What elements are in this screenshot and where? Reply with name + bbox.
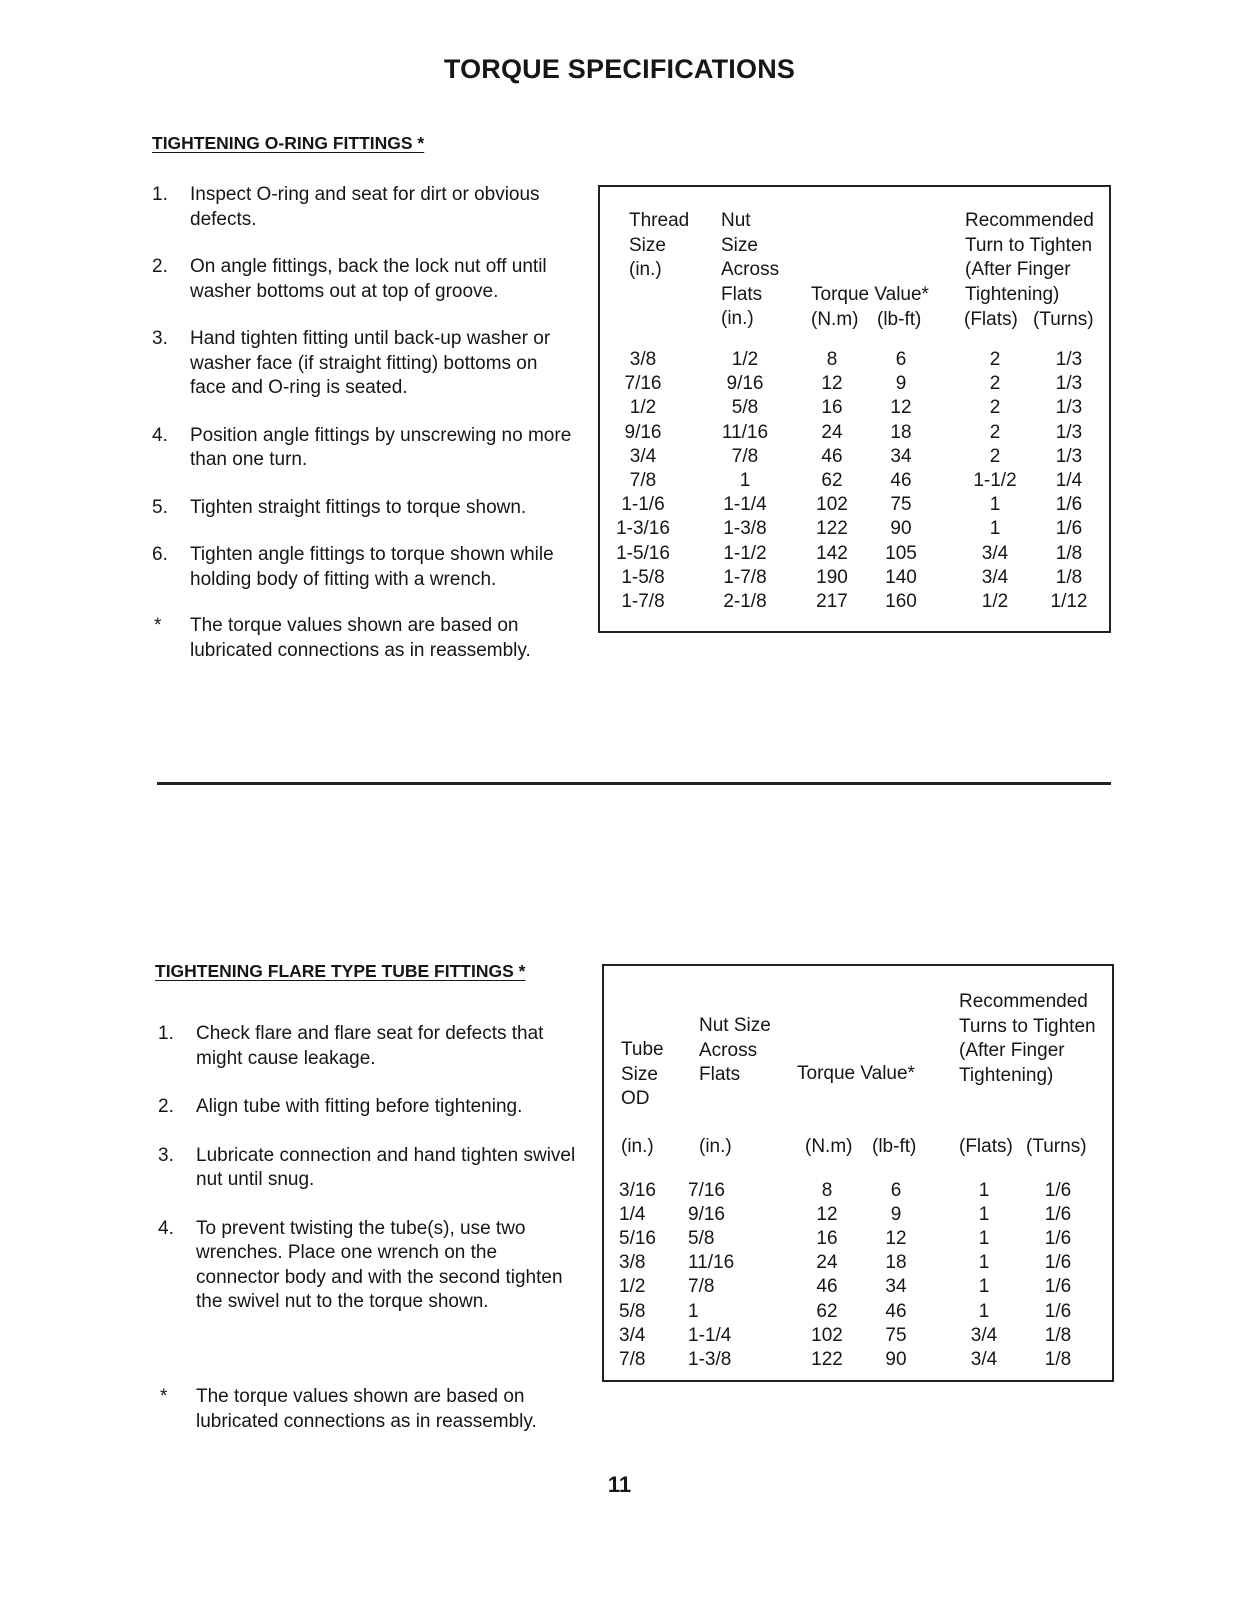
table-cell: 1-5/16 [616,542,670,564]
table-cell: 9 [890,1204,902,1226]
table-cell: 8 [821,1180,833,1201]
table-cell: 1 [978,1300,990,1322]
header-nm: (N.m) [811,309,859,330]
table-cell: 1-1/2 [973,470,1017,491]
header-turns: (Turns) [1033,309,1094,330]
table-cell: 1-3/16 [616,518,670,540]
table-cell: 190 [816,566,848,588]
header-turns: (Turns) [1026,1136,1087,1157]
table-cell: 5/16 [619,1228,656,1250]
table-cell: 3/4 [981,566,1009,588]
table-cell: 1/6 [1044,1276,1072,1298]
table-cell: 1 [989,494,1001,516]
table-cell: 7/8 [619,1348,646,1370]
table-cell: 11/16 [688,1252,735,1274]
table-cell: 1/6 [1044,1252,1072,1274]
table-cell: 160 [885,591,917,612]
table-cell: 3/4 [970,1348,998,1370]
header-in-nut: (in.) [699,1136,732,1157]
table-cell: 1-1/4 [688,1324,732,1346]
flare-note: * The torque values shown are based on lubricated connections as in reassembly. [160,1386,537,1432]
flare-step: 3. Lubricate connection and hand tighten swivel nut until snug. [158,1144,576,1190]
page-number: 11 [607,1472,632,1497]
table-row [604,1324,1112,1348]
header-flats: (Flats) [959,1136,1013,1157]
table-cell: 1/3 [1055,373,1083,395]
table-cell: 6 [895,349,907,370]
table-cell: 2 [989,397,1001,419]
table-cell: 1-3/8 [688,1348,732,1370]
table-cell: 7/16 [624,373,662,395]
table-row [600,421,1109,445]
table-cell: 3/4 [629,445,657,467]
oring-step: 2. On angle fittings, back the lock nut off until washer bottoms out at top of groove. [152,256,547,302]
table-cell: 122 [816,518,848,540]
table-cell: 3/8 [629,349,657,370]
oring-step: 5. Tighten straight fittings to torque shown. [152,496,527,518]
table-row [604,1348,1112,1372]
table-row [604,1203,1112,1227]
header-flats: (Flats) [964,309,1018,330]
table-row [600,348,1109,372]
table-cell: 90 [885,1348,907,1370]
asterisk-marker: * [160,1386,168,1407]
table-cell: 16 [821,397,843,419]
table-cell: 3/16 [619,1180,656,1201]
table-cell: 7/8 [731,445,759,467]
table-cell: 3/4 [970,1324,998,1346]
table-cell: 1/12 [1050,591,1088,612]
table-row [600,396,1109,420]
table-cell: 62 [816,1300,838,1322]
table-row [600,542,1109,566]
table-cell: 62 [821,470,843,491]
table-cell: 2 [989,373,1001,395]
table-cell: 102 [816,494,848,516]
table-cell: 3/4 [619,1324,646,1346]
header-nut: Nut Size Across Flats (in.) [721,210,780,329]
table-cell: 1/6 [1055,518,1083,540]
table-cell: 1 [978,1252,990,1274]
table-cell: 7/16 [688,1180,725,1201]
header-torque: Torque Value* [797,1063,915,1084]
table-cell: 1 [978,1204,990,1226]
table-cell: 34 [885,1276,907,1298]
table-cell: 1/6 [1044,1180,1072,1201]
table-row [604,1300,1112,1324]
table-cell: 75 [885,1324,907,1346]
table-cell: 9 [895,373,907,395]
table-cell: 12 [821,373,843,395]
table-row [600,493,1109,517]
table-cell: 7/8 [629,470,657,491]
table-cell: 1/6 [1044,1228,1072,1250]
table-cell: 2 [989,349,1001,370]
table-row [600,469,1109,493]
table-cell: 105 [885,542,917,564]
table-cell: 18 [885,1252,907,1274]
table-cell: 1/2 [629,397,657,419]
table-cell: 9/16 [726,373,764,395]
table-cell: 5/8 [688,1228,715,1250]
table-cell: 1/3 [1055,397,1083,419]
table-cell: 5/8 [731,397,759,419]
table-cell: 1-1/6 [621,494,665,516]
table-cell: 90 [890,518,912,540]
asterisk-marker: * [154,615,162,636]
table-row [604,1251,1112,1275]
table-row [604,1275,1112,1299]
table-cell: 1/4 [619,1204,646,1226]
table-cell: 1/3 [1055,421,1083,443]
table-cell: 46 [816,1276,838,1298]
table-cell: 3/4 [981,542,1009,564]
page-title: TORQUE SPECIFICATIONS [443,54,796,84]
header-lbft: (lb-ft) [872,1136,917,1157]
table-cell: 46 [885,1300,907,1322]
oring-steps [152,183,572,592]
flare-step: 1. Check flare and flare seat for defects that might cause leakage. [158,1023,544,1069]
table-cell: 1/3 [1055,349,1083,370]
oring-note: * The torque values shown are based on lubricated connections as in reassembly. [154,615,531,661]
table-cell: 140 [885,566,917,588]
header-recommended: Recommended Turn to Tighten (After Finger Tightening) [965,210,1094,305]
header-nm: (N.m) [805,1136,853,1157]
flare-step: 4. To prevent twisting the tube(s), use two wrenches. Place one wrench on the connector body and with the second tighten the swivel nut to the torque shown. [158,1217,563,1312]
table-cell: 1 [688,1300,699,1322]
header-in-tube: (in.) [621,1136,654,1157]
table-cell: 142 [816,542,848,564]
oring-torque-table [598,185,1111,633]
table-cell: 1/4 [1055,470,1083,491]
header-torque: Torque Value* [811,284,929,305]
table-cell: 9/16 [688,1204,725,1226]
header-recommended: Recommended Turns to Tighten (After Finger Tightening) [959,991,1096,1086]
table-cell: 1/2 [981,591,1009,612]
flare-steps [158,1022,578,1315]
table-cell: 1 [978,1180,990,1201]
table-cell: 1/3 [1055,445,1083,467]
table-cell: 2 [989,421,1001,443]
table-cell: 1/2 [731,349,759,370]
header-nut: Nut Size Across Flats [699,1015,771,1085]
table-cell: 24 [816,1252,838,1274]
table-cell: 1-1/2 [723,542,767,564]
table-cell: 1 [989,518,1001,540]
table-cell: 24 [821,421,843,443]
flare-torque-table [602,964,1114,1382]
table-row [600,445,1109,469]
table-cell: 1 [978,1276,990,1298]
oring-heading: TIGHTENING O-RING FITTINGS * [152,133,425,153]
table-cell: 1 [739,470,751,491]
table-row [604,1179,1112,1203]
table-cell: 102 [811,1324,843,1346]
table-cell: 3/8 [619,1252,646,1274]
table-cell: 1-5/8 [621,566,665,588]
table-cell: 1-7/8 [723,566,767,588]
table-cell: 122 [811,1348,843,1370]
table-row [600,372,1109,396]
oring-step: 4. Position angle fittings by unscrewing no more than one turn. [152,424,572,470]
table-cell: 9/16 [624,421,662,443]
table-cell: 2 [989,445,1001,467]
table-row [600,590,1109,614]
table-cell: 75 [890,494,912,516]
table-cell: 8 [826,349,838,370]
table-cell: 217 [816,591,848,612]
table-cell: 1/2 [619,1276,646,1298]
table-cell: 46 [821,445,843,467]
table-cell: 6 [890,1180,902,1201]
table-cell: 34 [890,445,912,467]
table-row [600,566,1109,590]
table-cell: 1-3/8 [723,518,767,540]
table-cell: 12 [885,1228,907,1250]
table-cell: 1/8 [1044,1324,1072,1346]
table-cell: 1 [978,1228,990,1250]
table-cell: 1/6 [1055,494,1083,516]
table-cell: 11/16 [721,421,769,443]
table-cell: 1/8 [1055,566,1083,588]
header-tube: Tube Size OD [621,1039,664,1109]
table-cell: 1/8 [1044,1348,1072,1370]
table-cell: 1-1/4 [723,494,767,516]
oring-step: 3. Hand tighten fitting until back-up washer or washer face (if straight fitting) bottoms on face and O-ring is seated. [152,328,551,398]
table-cell: 1-7/8 [621,591,665,612]
table-cell: 1/6 [1044,1204,1072,1226]
flare-step: 2. Align tube with fitting before tightening. [158,1096,523,1117]
table-cell: 1/6 [1044,1300,1072,1322]
table-cell: 1/8 [1055,542,1083,564]
table-row [600,517,1109,541]
section-divider [157,782,1111,785]
oring-step: 1. Inspect O-ring and seat for dirt or obvious defects. [152,184,540,230]
table-cell: 12 [890,397,912,419]
table-cell: 2-1/8 [723,591,767,612]
table-row [604,1227,1112,1251]
table-cell: 5/8 [619,1300,646,1322]
flare-heading: TIGHTENING FLARE TYPE TUBE FITTINGS * [155,961,526,981]
table-cell: 18 [890,421,912,443]
header-lbft: (lb-ft) [877,309,922,330]
table-cell: 7/8 [688,1276,715,1298]
oring-step: 6. Tighten angle fittings to torque shown while holding body of fitting with a wrench. [152,544,554,590]
table-cell: 16 [816,1228,838,1250]
table-cell: 12 [816,1204,838,1226]
header-thread: Thread Size (in.) [629,210,690,280]
table-cell: 46 [890,470,912,491]
